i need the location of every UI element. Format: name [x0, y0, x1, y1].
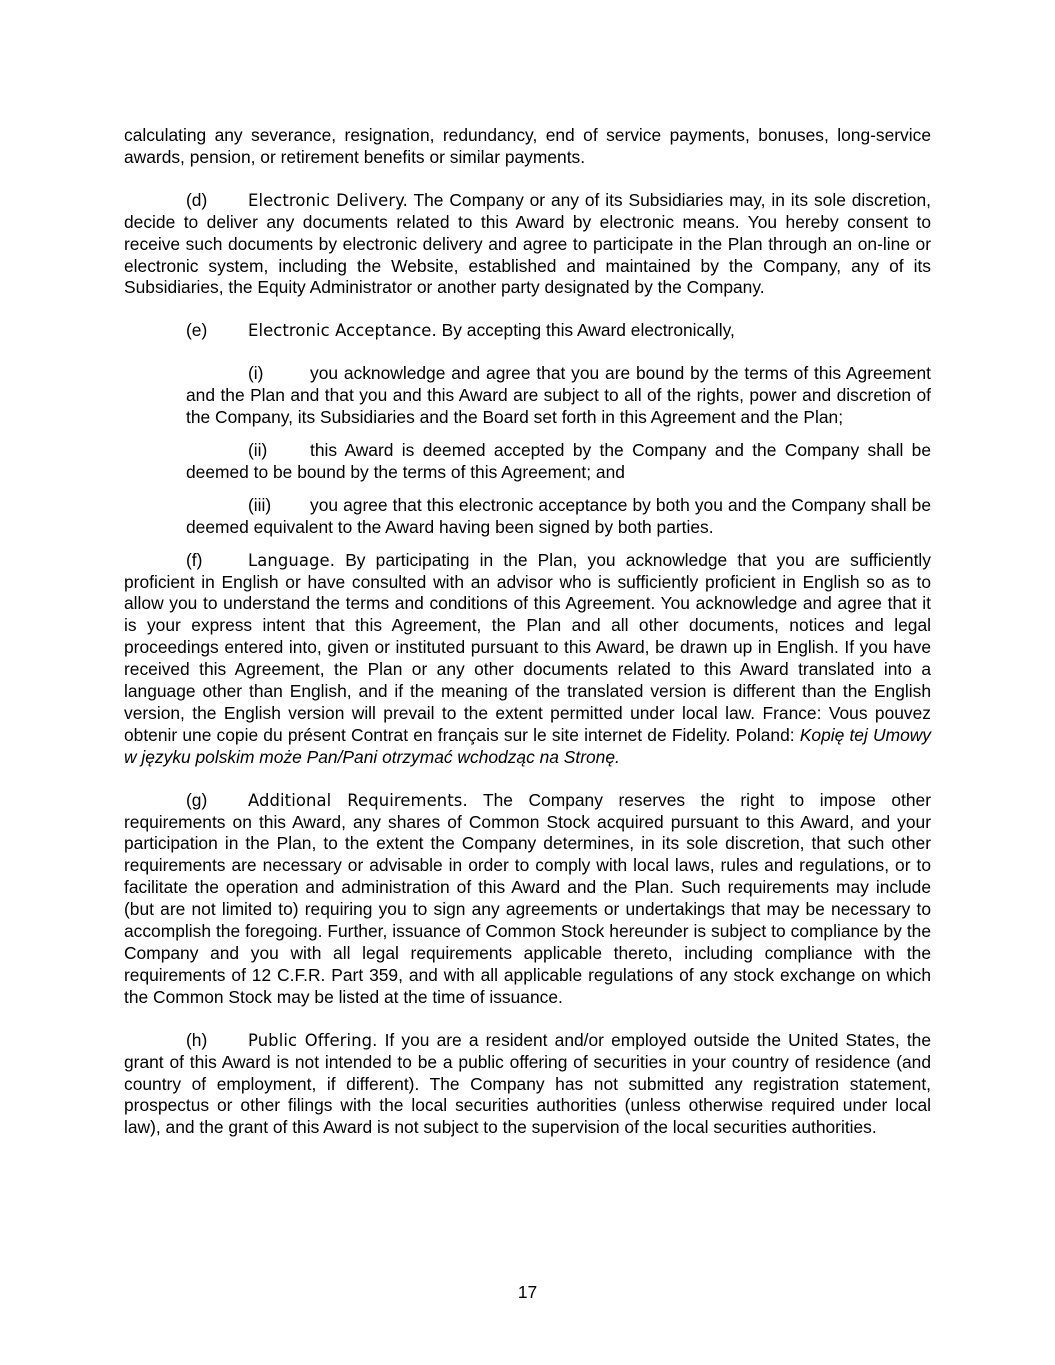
item-iii-text: you agree that this electronic acceptance by both you and the Company shall be deemed equivalent to the Award having been signed by both parties. [186, 494, 931, 537]
section-h-text: If you are a resident and/or employed outside the United States, the grant of this Award is not intended to be a public offering of securities in your country of residence (and country of employment, if different). The Company has not submitted any registration statement, prospectus or other filings with the local securities authorities (unless otherwise required under local law), and the grant of this Award is not subject to the supervision of the local securities authorities. [124, 1029, 931, 1138]
item-iii-label: (iii) [248, 494, 272, 515]
section-e-heading: Electronic Acceptance. [248, 321, 437, 341]
section-d-heading: Electronic Delivery. [248, 190, 408, 210]
section-f-text: By participating in the Plan, you acknowledge that you are sufficiently proficient in English or have consulted with an advisor who is sufficiently proficient in English so as to allow you to understand the terms and conditions of this Agreement. You acknowledge and agree that it is your express intent that this Agreement, the Plan and all other documents, notices and legal proceedings entered into, given or instituted pursuant to this Award, be drawn up in English. If you have received this Agreement, the Plan or any other documents related to this Award translated into a language other than English, and if the meaning of the translated version is different than the English version, the English version will prevail to the extent permitted under local law. France: Vous pouvez obtenir une copie du présent Contrat en français sur le site internet de Fidelity. Poland: [124, 549, 931, 745]
section-f-heading: Language. [248, 550, 335, 570]
section-e-paragraph [124, 320, 931, 342]
section-g-paragraph [124, 790, 931, 1009]
document-page [124, 125, 931, 1139]
section-e-text: By accepting this Award electronically, [441, 320, 735, 341]
section-f-paragraph [124, 550, 931, 769]
section-f-label: (f) [186, 549, 203, 570]
section-d-label: (d) [186, 189, 208, 210]
section-e-item-ii [186, 440, 931, 484]
intro-paragraph: calculating any severance, resignation, redundancy, end of service payments, bonuses, long-service awards, pension, or retirement benefits or similar payments. [124, 125, 931, 167]
section-e-item-iii [186, 495, 931, 539]
section-h-label: (h) [186, 1029, 208, 1050]
section-g-label: (g) [186, 789, 208, 810]
section-h-heading: Public Offering. [248, 1030, 378, 1050]
item-i-label: (i) [248, 363, 264, 384]
section-g-text: The Company reserves the right to impose other requirements on this Award, any shares of Common Stock acquired pursuant to this Award, and your participation in the Plan, to the extent the Company determines, in its sole discretion, that such other requirements are necessary or advisable in order to comply with local laws, rules and regulations, or to facilitate the operation and administration of this Award and the Plan. Such requirements may include (but are not limited to) requiring you to sign any agreements or undertakings that may be necessary to accomplish the foregoing. Further, issuance of Common Stock hereunder is subject to compliance by the Company and you with all legal requirements applicable thereto, including compliance with the requirements of 12 C.F.R. Part 359, and with all applicable regulations of any stock exchange on which the Common Stock may be listed at the time of issuance. [124, 789, 931, 1007]
section-d-text: The Company or any of its Subsidiaries may, in its sole discretion, decide to deliver any documents related to this Award by electronic means. You hereby consent to receive such documents by electronic delivery and agree to participate in the Plan through an on-line or electronic system, including the Website, established and maintained by the Company, any of its Subsidiaries, the Equity Administrator or another party designated by the Company. [124, 189, 931, 298]
section-g-heading: Additional Requirements. [248, 790, 468, 810]
section-e-label: (e) [186, 320, 208, 341]
section-d-paragraph [124, 190, 931, 300]
item-ii-label: (ii) [248, 439, 268, 460]
section-e-item-i [186, 363, 931, 429]
section-f-polish-text: Kopię tej Umowy w języku polskim może Pan/Pani otrzymać wchodząc na Stronę. [124, 724, 931, 767]
item-ii-text: this Award is deemed accepted by the Company and the Company shall be deemed to be bound by the terms of this Agreement; and [186, 439, 931, 482]
section-h-paragraph [124, 1030, 931, 1140]
item-i-text: you acknowledge and agree that you are bound by the terms of this Agreement and the Plan and that you and this Award are subject to all of the rights, power and discretion of the Company, its Subsidiaries and the Board set forth in this Agreement and the Plan; [186, 363, 931, 428]
page-number: 17 [517, 1282, 538, 1302]
